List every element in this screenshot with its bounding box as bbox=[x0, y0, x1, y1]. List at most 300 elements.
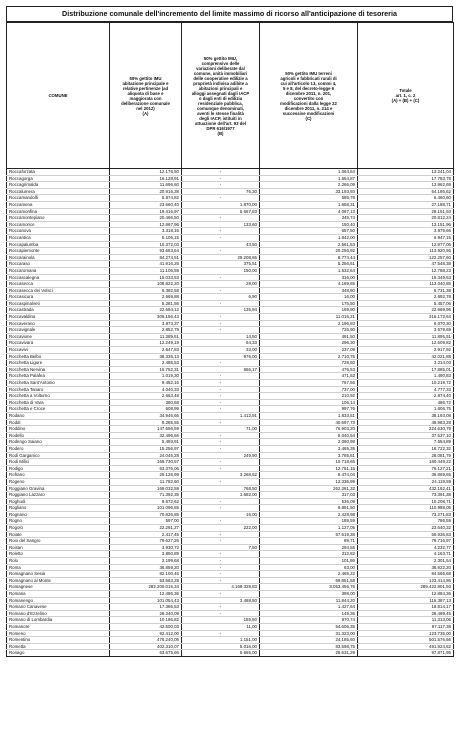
totale-cell: 24.119,59 bbox=[358, 478, 454, 485]
imu-abitazione-cell: 2.485,53 bbox=[110, 360, 182, 367]
header-line: aliquota di base e bbox=[127, 90, 164, 96]
comune-cell: Roccaforzata bbox=[7, 169, 110, 176]
imu-cooperative-cell: 5.665,00 bbox=[182, 650, 260, 657]
comune-cell: Roddino bbox=[7, 426, 110, 433]
comune-cell: Roletto bbox=[7, 551, 110, 558]
imu-abitazione-cell: 380,58 bbox=[110, 399, 182, 406]
totale-cell: 113.040,85 bbox=[358, 281, 454, 288]
comune-cell: Rodi Garganico bbox=[7, 452, 110, 459]
comune-cell: Roccarainola bbox=[7, 254, 110, 261]
comune-cell: Roccaromana bbox=[7, 267, 110, 274]
imu-cooperative-cell: 7,50 bbox=[182, 544, 260, 551]
imu-cooperative-cell: 5.016,00 bbox=[182, 643, 260, 650]
table-row bbox=[7, 459, 454, 466]
imu-abitazione-cell: 2.663,48 bbox=[110, 393, 182, 400]
imu-terreni-cell: 1.654,87 bbox=[260, 175, 358, 182]
header-line: 50% gettito IMU bbox=[129, 75, 162, 81]
comune-cell: Rogeno bbox=[7, 478, 110, 485]
imu-abitazione-cell: 25.126,99 bbox=[110, 472, 182, 479]
table-row bbox=[7, 518, 454, 525]
imu-cooperative-cell: 14,50 bbox=[182, 333, 260, 340]
comune-cell: Roghudi bbox=[7, 498, 110, 505]
totale-cell: 13.962,69 bbox=[358, 182, 454, 189]
imu-terreni-cell: 296,30 bbox=[260, 340, 358, 347]
imu-cooperative-cell: - bbox=[182, 228, 260, 235]
imu-abitazione-cell: 22.291,27 bbox=[110, 525, 182, 532]
table-row bbox=[7, 241, 454, 248]
imu-abitazione-cell: 6.382,58 bbox=[110, 287, 182, 294]
imu-cooperative-cell: 76,30 bbox=[182, 188, 260, 195]
imu-cooperative-cell: 11,00 bbox=[182, 623, 260, 630]
table-row bbox=[7, 419, 454, 426]
comune-cell: Rocchetta Nervina bbox=[7, 366, 110, 373]
imu-terreni-cell: 16,00 bbox=[260, 294, 358, 301]
imu-abitazione-cell: 38.335,13 bbox=[110, 353, 182, 360]
imu-terreni-cell: 294,55 bbox=[260, 544, 358, 551]
comune-cell: Rogolo bbox=[7, 525, 110, 532]
imu-terreni-cell: 398,00 bbox=[260, 591, 358, 598]
table-row bbox=[7, 274, 454, 281]
table-row bbox=[7, 347, 454, 354]
imu-terreni-cell: 40.697,73 bbox=[260, 419, 358, 426]
totale-cell: 4.777,33 bbox=[358, 386, 454, 393]
table-row bbox=[7, 412, 454, 419]
imu-abitazione-cell: 1.019,30 bbox=[110, 373, 182, 380]
comune-cell: Rocchetta e Croce bbox=[7, 406, 110, 413]
totale-cell: 12.788,23 bbox=[358, 267, 454, 274]
imu-cooperative-cell: - bbox=[182, 215, 260, 222]
comune-cell: Rognano bbox=[7, 511, 110, 518]
imu-abitazione-cell: 101.054,43 bbox=[110, 597, 182, 604]
imu-abitazione-cell: 3.873,37 bbox=[110, 320, 182, 327]
imu-terreni-cell: 169,90 bbox=[260, 307, 358, 314]
imu-terreni-cell: 150,40 bbox=[260, 221, 358, 228]
table-row bbox=[7, 201, 454, 208]
imu-cooperative-cell: - bbox=[182, 630, 260, 637]
imu-cooperative-cell: - bbox=[182, 327, 260, 334]
table-row bbox=[7, 393, 454, 400]
header-line: 5 e 8, del decreto-legge 6 bbox=[282, 85, 335, 91]
comune-cell: Roccamena bbox=[7, 201, 110, 208]
imu-cooperative-cell: - bbox=[182, 169, 260, 176]
document-sheet bbox=[6, 6, 453, 657]
table-row bbox=[7, 327, 454, 334]
imu-abitazione-cell: 147.656,59 bbox=[110, 426, 182, 433]
totale-cell: 22.969,96 bbox=[358, 307, 454, 314]
header-line: alloggi assegnati dagli IACP bbox=[191, 90, 250, 96]
comune-cell: Roma bbox=[7, 564, 110, 571]
comune-cell: Roccavivi bbox=[7, 347, 110, 354]
imu-abitazione-cell: 305.156,43 bbox=[110, 314, 182, 321]
totale-cell: 5.457,06 bbox=[358, 300, 454, 307]
table-row bbox=[7, 360, 454, 367]
header-line: Totale bbox=[399, 88, 412, 93]
imu-terreni-cell: 11.844,20 bbox=[260, 597, 358, 604]
imu-terreni-cell: 728,50 bbox=[260, 360, 358, 367]
header-line: comune, unità immobiliari bbox=[193, 70, 248, 76]
imu-terreni-cell: 1.842,00 bbox=[260, 234, 358, 241]
table-row bbox=[7, 281, 454, 288]
comune-cell: Roccasicura bbox=[7, 294, 110, 301]
table-row bbox=[7, 531, 454, 538]
imu-cooperative-cell: 249,90 bbox=[182, 452, 260, 459]
imu-abitazione-cell: 70.826,85 bbox=[110, 511, 182, 518]
imu-terreni-cell: 491,50 bbox=[260, 333, 358, 340]
imu-cooperative-cell: 656,17 bbox=[182, 366, 260, 373]
comune-cell: Roccasecca dei Volsci bbox=[7, 287, 110, 294]
imu-cooperative-cell: - bbox=[182, 591, 260, 598]
comune-cell: Rodigo bbox=[7, 465, 110, 472]
header-line: 50% gettito IMU terreni bbox=[285, 70, 332, 76]
table-row bbox=[7, 261, 454, 268]
comune-cell: Rogliano bbox=[7, 505, 110, 512]
imu-abitazione-cell: 2.417,45 bbox=[110, 531, 182, 538]
totale-cell: 37.537,10 bbox=[358, 432, 454, 439]
imu-cooperative-cell: - bbox=[182, 538, 260, 545]
comune-cell: Roccavione bbox=[7, 333, 110, 340]
header-imu-terreni-agricoli bbox=[260, 23, 358, 169]
header-line: (A) bbox=[142, 110, 149, 116]
imu-cooperative-cell: 1.412,91 bbox=[182, 412, 260, 419]
header-line: (A) + (B) + (C) bbox=[391, 98, 420, 103]
table-row bbox=[7, 406, 454, 413]
imu-cooperative-cell: - bbox=[182, 551, 260, 558]
totale-cell: 486,72 bbox=[358, 399, 454, 406]
table-row bbox=[7, 320, 454, 327]
comune-cell: Roccaraso bbox=[7, 261, 110, 268]
table-row bbox=[7, 386, 454, 393]
totale-cell: 49.983,28 bbox=[358, 419, 454, 426]
imu-cooperative-cell: - bbox=[182, 610, 260, 617]
imu-terreni-cell: 2.428,98 bbox=[260, 511, 358, 518]
imu-abitazione-cell: 16.128,91 bbox=[110, 175, 182, 182]
table-row bbox=[7, 630, 454, 637]
imu-cooperative-cell: - bbox=[182, 175, 260, 182]
table-row bbox=[7, 188, 454, 195]
imu-abitazione-cell: 5.281,56 bbox=[110, 300, 182, 307]
imu-abitazione-cell: 12.486,36 bbox=[110, 591, 182, 598]
header-line: cui all'articolo 13, commi 4, bbox=[280, 80, 337, 86]
header-line: attuazione dell'art. 93 del bbox=[195, 120, 246, 126]
imu-terreni-cell: 9.891,50 bbox=[260, 505, 358, 512]
imu-abitazione-cell: 19.416,97 bbox=[110, 208, 182, 215]
imu-cooperative-cell: 43,50 bbox=[182, 241, 260, 248]
imu-terreni-cell: 317,03 bbox=[260, 492, 358, 499]
comune-cell: Roccamorice bbox=[7, 221, 110, 228]
imu-terreni-cell: 657,50 bbox=[260, 228, 358, 235]
table-row bbox=[7, 399, 454, 406]
imu-cooperative-cell: - bbox=[182, 406, 260, 413]
table-row bbox=[7, 492, 454, 499]
imu-terreni-cell: 312,82 bbox=[260, 551, 358, 558]
totale-cell: 11.895,51 bbox=[358, 333, 454, 340]
imu-abitazione-cell: 9.285,55 bbox=[110, 419, 182, 426]
comune-cell: Roccanova bbox=[7, 228, 110, 235]
totale-cell: 54.186,62 bbox=[358, 188, 454, 195]
imu-abitazione-cell: 5.874,82 bbox=[110, 195, 182, 202]
imu-cooperative-cell: 16,00 bbox=[182, 511, 260, 518]
imu-abitazione-cell: 32.496,56 bbox=[110, 432, 182, 439]
imu-terreni-cell: 726,90 bbox=[260, 327, 358, 334]
imu-terreni-cell: 3.053.456,76 bbox=[260, 584, 358, 591]
table-row bbox=[7, 426, 454, 433]
imu-cooperative-cell: - bbox=[182, 393, 260, 400]
comune-cell: Rometta bbox=[7, 643, 110, 650]
header-line: modificazioni dalla legge 22 bbox=[280, 100, 337, 106]
table-row bbox=[7, 591, 454, 598]
comune-cell: Roccascalegna bbox=[7, 274, 110, 281]
comune-cell: Rodano bbox=[7, 412, 110, 419]
imu-terreni-cell: 189,59 bbox=[260, 518, 358, 525]
imu-cooperative-cell: - bbox=[182, 531, 260, 538]
table-row bbox=[7, 650, 454, 657]
imu-abitazione-cell: 169.730,57 bbox=[110, 459, 182, 466]
imu-abitazione-cell: 71.392,35 bbox=[110, 492, 182, 499]
comune-cell: Rocchetta Ligure bbox=[7, 360, 110, 367]
imu-abitazione-cell: 169.032,59 bbox=[110, 485, 182, 492]
table-row bbox=[7, 498, 454, 505]
table-row bbox=[7, 623, 454, 630]
header-line: abitazione principale e bbox=[122, 80, 169, 86]
header-comune bbox=[7, 23, 110, 169]
totale-cell: 113.920,56 bbox=[358, 248, 454, 255]
comune-cell: Roccasecca bbox=[7, 281, 110, 288]
imu-terreni-cell: 2.561,53 bbox=[260, 241, 358, 248]
header-line: agricoli e fabbricati rurali di bbox=[280, 75, 337, 81]
imu-cooperative-cell: - bbox=[182, 465, 260, 472]
comune-cell: Romana bbox=[7, 591, 110, 598]
imu-terreni-cell: 175,50 bbox=[260, 300, 358, 307]
imu-cooperative-cell: - bbox=[182, 564, 260, 571]
header-line: (C) bbox=[305, 115, 312, 121]
imu-cooperative-cell: - bbox=[182, 380, 260, 387]
table-row bbox=[7, 525, 454, 532]
table-row bbox=[7, 169, 454, 176]
comune-cell: Roccavignale bbox=[7, 327, 110, 334]
totale-cell: 73.271,83 bbox=[358, 511, 454, 518]
header-line: residenziale pubblica, bbox=[198, 100, 243, 106]
table-row bbox=[7, 472, 454, 479]
imu-abitazione-cell: 608,99 bbox=[110, 406, 182, 413]
totale-cell: 15.349,53 bbox=[358, 274, 454, 281]
imu-terreni-cell: 3.785,61 bbox=[260, 452, 358, 459]
imu-cooperative-cell: - bbox=[182, 419, 260, 426]
comune-cell: Roccamontepiano bbox=[7, 215, 110, 222]
imu-abitazione-cell: 4.040,33 bbox=[110, 386, 182, 393]
comune-cell: Rodello bbox=[7, 432, 110, 439]
imu-cooperative-cell: - bbox=[182, 577, 260, 584]
imu-cooperative-cell: - bbox=[182, 459, 260, 466]
header-line: comunque denominati, bbox=[196, 105, 245, 111]
imu-cooperative-cell: 222,00 bbox=[182, 525, 260, 532]
imu-abitazione-cell: 17.386,53 bbox=[110, 604, 182, 611]
totale-cell: 1.490,83 bbox=[358, 373, 454, 380]
imu-terreni-cell: 4.189,65 bbox=[260, 281, 358, 288]
totale-cell: 123.414,86 bbox=[358, 577, 454, 584]
imu-terreni-cell: 1.532,64 bbox=[260, 267, 358, 274]
header-line: aventi le stesse finalità bbox=[197, 110, 244, 116]
imu-cooperative-cell: 29,00 bbox=[182, 281, 260, 288]
totale-cell: 316.172,64 bbox=[358, 314, 454, 321]
imu-abitazione-cell: 24.046,28 bbox=[110, 452, 182, 459]
header-row bbox=[7, 23, 454, 169]
imu-cooperative-cell: - bbox=[182, 274, 260, 281]
imu-cooperative-cell: - bbox=[182, 432, 260, 439]
comune-cell: Romanengo bbox=[7, 597, 110, 604]
comune-cell: Rogno bbox=[7, 518, 110, 525]
table-row bbox=[7, 287, 454, 294]
totale-cell: 122.257,60 bbox=[358, 254, 454, 261]
comune-cell: Roddi bbox=[7, 419, 110, 426]
comune-cell: Romentino bbox=[7, 637, 110, 644]
imu-abitazione-cell: 84.274,51 bbox=[110, 254, 182, 261]
table-row bbox=[7, 617, 454, 624]
table-row bbox=[7, 478, 454, 485]
imu-cooperative-cell: 155,50 bbox=[182, 617, 260, 624]
comune-cell: Rocchetta a Volturno bbox=[7, 393, 110, 400]
table-row bbox=[7, 380, 454, 387]
imu-cooperative-cell: - bbox=[182, 300, 260, 307]
imu-terreni-cell: 12.336,99 bbox=[260, 478, 358, 485]
imu-abitazione-cell: 34.946,66 bbox=[110, 412, 182, 419]
imu-terreni-cell: 101,86 bbox=[260, 558, 358, 565]
table-row bbox=[7, 485, 454, 492]
totale-cell: 501.576,66 bbox=[358, 637, 454, 644]
imu-cooperative-cell: 768,50 bbox=[182, 485, 260, 492]
table-row bbox=[7, 452, 454, 459]
imu-abitazione-cell: 36.859,20 bbox=[110, 564, 182, 571]
imu-abitazione-cell: 23.660,40 bbox=[110, 201, 182, 208]
header-line: abitazioni principali e bbox=[198, 85, 243, 91]
imu-terreni-cell: 1.427,64 bbox=[260, 604, 358, 611]
imu-terreni-cell: 83.598,75 bbox=[260, 643, 358, 650]
header-line: convertito con bbox=[293, 95, 324, 101]
table-row bbox=[7, 208, 454, 215]
imu-terreni-cell: 2.465,22 bbox=[260, 571, 358, 578]
imu-terreni-cell: 89,71 bbox=[260, 538, 358, 545]
imu-terreni-cell: 54.606,35 bbox=[260, 623, 358, 630]
comune-cell: Roio del Sangro bbox=[7, 538, 110, 545]
table-row bbox=[7, 373, 454, 380]
totale-cell: 27.188,71 bbox=[358, 201, 454, 208]
comune-cell: Romano Canavese bbox=[7, 604, 110, 611]
comune-cell: Roccapalumba bbox=[7, 241, 110, 248]
imu-terreni-cell: 345,74 bbox=[260, 215, 358, 222]
imu-cooperative-cell: - bbox=[182, 498, 260, 505]
comune-cell: Romano di Lombardia bbox=[7, 617, 110, 624]
totale-cell: 180.449,22 bbox=[358, 459, 454, 466]
comune-cell: Roccavaldina bbox=[7, 314, 110, 321]
imu-abitazione-cell: 2.199,68 bbox=[110, 558, 182, 565]
table-row bbox=[7, 182, 454, 189]
totale-cell: 28.489,45 bbox=[358, 610, 454, 617]
imu-cooperative-cell: - bbox=[182, 314, 260, 321]
table-row bbox=[7, 195, 454, 202]
imu-abitazione-cell: 2.852,79 bbox=[110, 327, 182, 334]
imu-cooperative-cell: - bbox=[182, 445, 260, 452]
imu-terreni-cell: 31.323,00 bbox=[260, 630, 358, 637]
header-line: dicembre 2011, n. 201, bbox=[285, 90, 332, 96]
totale-cell: 432.162,41 bbox=[358, 485, 454, 492]
table-row bbox=[7, 558, 454, 565]
imu-cooperative-cell: - bbox=[182, 287, 260, 294]
table-row bbox=[7, 333, 454, 340]
table-row bbox=[7, 610, 454, 617]
imu-terreni-cell: 5.256,61 bbox=[260, 261, 358, 268]
totale-cell: 2.917,92 bbox=[358, 347, 454, 354]
totale-cell: 110.988,05 bbox=[358, 505, 454, 512]
imu-abitazione-cell: 10.186,82 bbox=[110, 617, 182, 624]
comune-cell: Roisan bbox=[7, 544, 110, 551]
imu-abitazione-cell: 15.033,53 bbox=[110, 274, 182, 281]
imu-cooperative-cell: - bbox=[182, 182, 260, 189]
imu-abitazione-cell: 20.466,50 bbox=[110, 215, 182, 222]
comune-cell: Roccaverano bbox=[7, 320, 110, 327]
comune-cell: Romagnano Sesia bbox=[7, 571, 110, 578]
header-line: variazioni deliberate dal bbox=[196, 65, 245, 71]
comune-cell: Roccamonfina bbox=[7, 208, 110, 215]
imu-abitazione-cell: 11.696,60 bbox=[110, 182, 182, 189]
comune-cell: Roccavivara bbox=[7, 340, 110, 347]
comune-cell: Rodero bbox=[7, 445, 110, 452]
header-line: comprensivo delle bbox=[201, 60, 240, 66]
table-row bbox=[7, 465, 454, 472]
comune-cell: Roccantica bbox=[7, 234, 110, 241]
imu-cooperative-cell: 375,51 bbox=[182, 261, 260, 268]
imu-cooperative-cell: - bbox=[182, 360, 260, 367]
totale-cell: 84.565,68 bbox=[358, 571, 454, 578]
imu-cooperative-cell: - bbox=[182, 571, 260, 578]
header-line: COMUNE bbox=[48, 93, 68, 98]
comune-cell: Rocchetta Palafea bbox=[7, 373, 110, 380]
imu-cooperative-cell: - bbox=[182, 518, 260, 525]
imu-cooperative-cell: 1.870,00 bbox=[182, 201, 260, 208]
totale-cell: 36.869,65 bbox=[358, 472, 454, 479]
imu-cooperative-cell: - bbox=[182, 604, 260, 611]
totale-cell: 38.193,08 bbox=[358, 412, 454, 419]
totale-cell: 3.214,03 bbox=[358, 360, 454, 367]
comune-cell: Rocchetta Tanaro bbox=[7, 386, 110, 393]
table-row bbox=[7, 577, 454, 584]
comune-cell: Rocchetta Sant'Antonio bbox=[7, 380, 110, 387]
imu-terreni-cell: 20.256,92 bbox=[260, 248, 358, 255]
table-row bbox=[7, 511, 454, 518]
totale-cell: 59.936,83 bbox=[358, 531, 454, 538]
imu-terreni-cell: 28.631,29 bbox=[260, 650, 358, 657]
totale-cell: 79.716,97 bbox=[358, 538, 454, 545]
imu-abitazione-cell: 597,00 bbox=[110, 518, 182, 525]
table-row bbox=[7, 538, 454, 545]
imu-abitazione-cell: 63.575,66 bbox=[110, 650, 182, 657]
imu-cooperative-cell: - bbox=[182, 439, 260, 446]
imu-cooperative-cell: 1.151,00 bbox=[182, 637, 260, 644]
totale-cell: 47.548,38 bbox=[358, 261, 454, 268]
imu-abitazione-cell: 63.376,06 bbox=[110, 465, 182, 472]
imu-abitazione-cell: 92.412,00 bbox=[110, 630, 182, 637]
totale-cell: 28.081,79 bbox=[358, 452, 454, 459]
table-row bbox=[7, 643, 454, 650]
imu-terreni-cell: 4.067,13 bbox=[260, 208, 358, 215]
header-line: delle cooperative edilizie a bbox=[193, 75, 248, 81]
totale-cell: 18.722,32 bbox=[358, 445, 454, 452]
totale-cell: 73.391,38 bbox=[358, 492, 454, 499]
table-row bbox=[7, 314, 454, 321]
imu-terreni-cell: 1.833,51 bbox=[260, 412, 358, 419]
imu-cooperative-cell: 4.169.329,83 bbox=[182, 584, 260, 591]
imu-abitazione-cell: 22.664,12 bbox=[110, 307, 182, 314]
totale-cell: 97.871,95 bbox=[358, 650, 454, 657]
header-imu-cooperative-iacp bbox=[182, 23, 260, 169]
